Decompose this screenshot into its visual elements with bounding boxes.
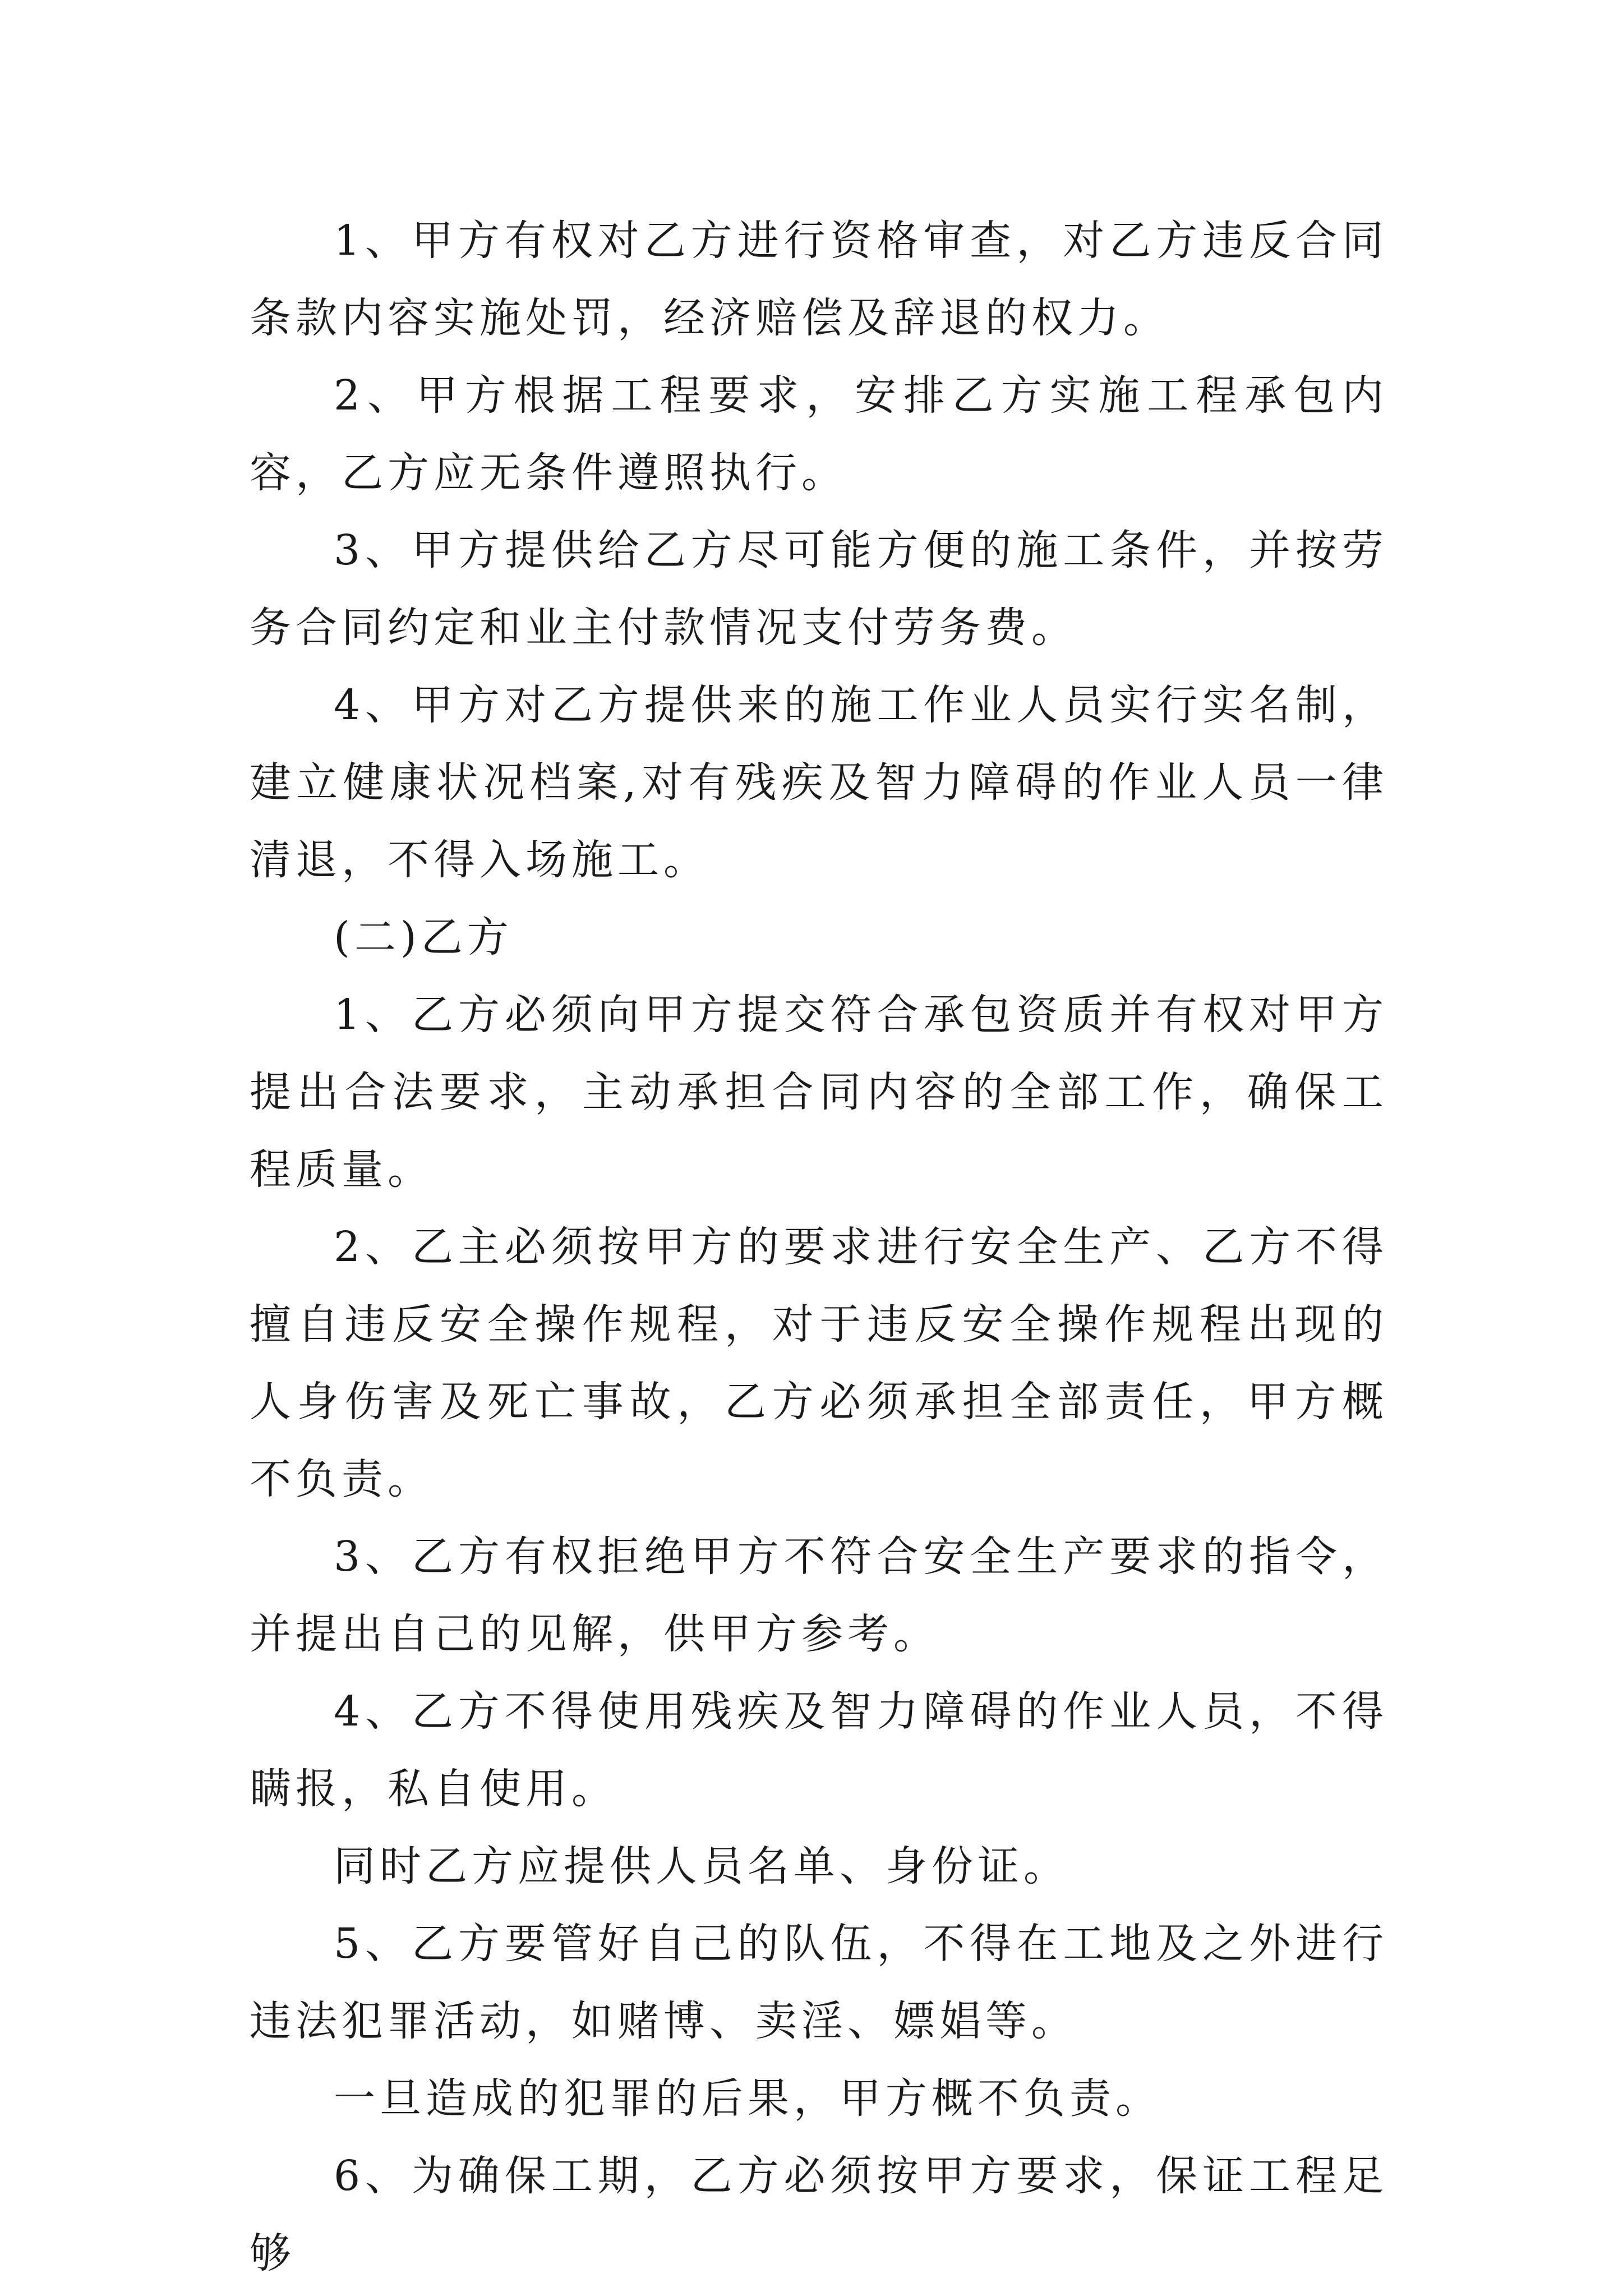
paragraph-party-b-4: 4、乙方不得使用残疾及智力障碍的作业人员，不得瞒报，私自使用。 — [250, 1687, 1388, 1813]
paragraph-party-b-1: 1、乙方必须向甲方提交符合承包资质并有权对甲方提出合法要求，主动承担合同内容的全部工作，确保工程质量。 — [250, 991, 1388, 1194]
paragraph-party-a-2: 2、甲方根据工程要求，安排乙方实施工程承包内容，乙方应无条件遵照执行。 — [250, 371, 1388, 497]
paragraph-party-b-5: 5、乙方要管好自己的队伍，不得在工地及之外进行违法犯罪活动，如赌博、卖淫、嫖娼等。 — [250, 1920, 1388, 2045]
paragraph-party-a-1: 1、甲方有权对乙方进行资格审查，对乙方违反合同条款内容实施处罚，经济赔偿及辞退的权力。 — [250, 217, 1388, 342]
paragraph-party-a-3: 3、甲方提供给乙方尽可能方便的施工条件，并按劳务合同约定和业主付款情况支付劳务费。 — [250, 526, 1388, 652]
paragraph-party-b-2: 2、乙主必须按甲方的要求进行安全生产、乙方不得擅自违反安全操作规程，对于违反安全操作规程出现的人身伤害及死亡事故，乙方必须承担全部责任，甲方概不负责。 — [250, 1223, 1388, 1503]
paragraph-party-b-3: 3、乙方有权拒绝甲方不符合安全生产要求的指令，并提出自己的见解，供甲方参考。 — [250, 1533, 1388, 1658]
paragraph-party-b-6: 6、为确保工期，乙方必须按甲方要求，保证工程足够 — [250, 2152, 1388, 2277]
document-body — [250, 202, 1388, 2292]
section-heading-party-b: (二)乙方 — [334, 913, 513, 961]
paragraph-party-b-5-note: 一旦造成的犯罪的后果，甲方概不负责。 — [334, 2074, 1161, 2123]
paragraph-party-a-4: 4、甲方对乙方提供来的施工作业人员实行实名制，建立健康状况档案,对有残疾及智力障碍的作业人员一律清退，不得入场施工。 — [250, 681, 1388, 884]
paragraph-party-b-4-note: 同时乙方应提供人员名单、身份证。 — [334, 1842, 1069, 1890]
